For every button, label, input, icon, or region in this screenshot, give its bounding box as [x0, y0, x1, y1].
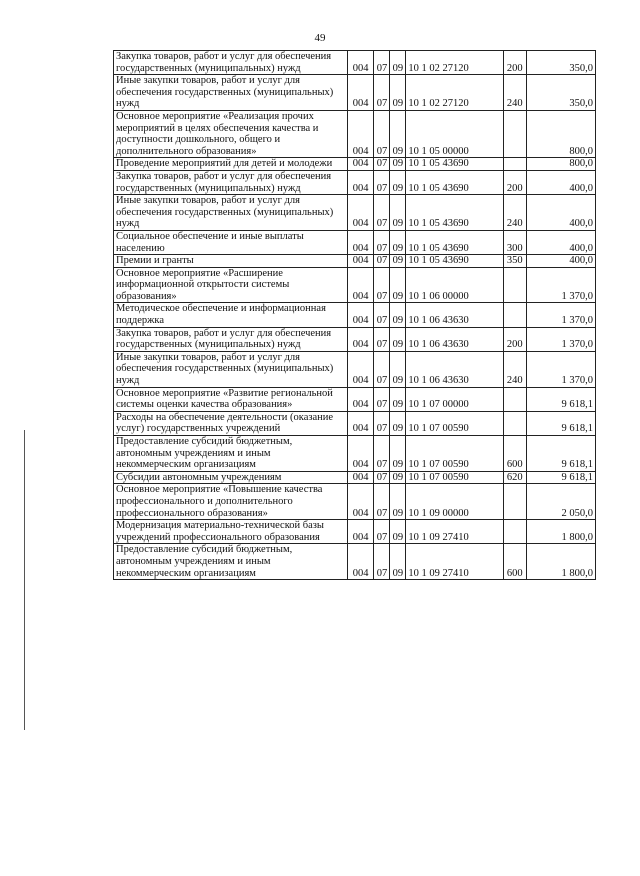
grbs-code-cell: 004	[347, 436, 374, 472]
amount-cell: 9 618,1	[526, 436, 595, 472]
table-row	[114, 544, 596, 580]
subsection-code-cell: 09	[390, 327, 406, 351]
table-row	[114, 267, 596, 303]
row-name-cell: Премии и гранты	[114, 255, 348, 268]
amount-cell: 400,0	[526, 195, 595, 231]
target-article-cell: 10 1 05 43690	[406, 170, 503, 194]
target-article-cell: 10 1 05 43690	[406, 158, 503, 171]
amount-cell: 400,0	[526, 170, 595, 194]
table-row	[114, 195, 596, 231]
row-name-cell: Расходы на обеспечение деятельности (оказание услуг) государственных учреждений	[114, 411, 348, 435]
subsection-code-cell: 09	[390, 471, 406, 484]
table-row	[114, 51, 596, 75]
table-row	[114, 255, 596, 268]
section-code-cell: 07	[374, 411, 390, 435]
budget-table	[113, 50, 596, 580]
grbs-code-cell: 004	[347, 230, 374, 254]
subsection-code-cell: 09	[390, 51, 406, 75]
expense-type-cell: 600	[503, 544, 526, 580]
row-name-cell: Закупка товаров, работ и услуг для обеспечения государственных (муниципальных) нужд	[114, 51, 348, 75]
grbs-code-cell: 004	[347, 484, 374, 520]
subsection-code-cell: 09	[390, 411, 406, 435]
target-article-cell: 10 1 06 43630	[406, 303, 503, 327]
subsection-code-cell: 09	[390, 75, 406, 111]
grbs-code-cell: 004	[347, 75, 374, 111]
target-article-cell: 10 1 05 43690	[406, 195, 503, 231]
subsection-code-cell: 09	[390, 158, 406, 171]
expense-type-cell	[503, 484, 526, 520]
section-code-cell: 07	[374, 110, 390, 157]
table-row	[114, 520, 596, 544]
row-name-cell: Основное мероприятие «Повышение качества профессионального и дополнительного профессионального образования»	[114, 484, 348, 520]
budget-table-body	[114, 51, 596, 580]
table-row	[114, 387, 596, 411]
row-name-cell: Социальное обеспечение и иные выплаты населению	[114, 230, 348, 254]
section-code-cell: 07	[374, 436, 390, 472]
subsection-code-cell: 09	[390, 351, 406, 387]
table-row	[114, 484, 596, 520]
row-name-cell: Закупка товаров, работ и услуг для обеспечения государственных (муниципальных) нужд	[114, 327, 348, 351]
page-number: 49	[314, 32, 326, 44]
subsection-code-cell: 09	[390, 195, 406, 231]
expense-type-cell: 240	[503, 75, 526, 111]
subsection-code-cell: 09	[390, 387, 406, 411]
grbs-code-cell: 004	[347, 544, 374, 580]
section-code-cell: 07	[374, 387, 390, 411]
subsection-code-cell: 09	[390, 303, 406, 327]
section-code-cell: 07	[374, 230, 390, 254]
grbs-code-cell: 004	[347, 411, 374, 435]
row-name-cell: Проведение мероприятий для детей и молодежи	[114, 158, 348, 171]
amount-cell: 9 618,1	[526, 411, 595, 435]
amount-cell: 9 618,1	[526, 471, 595, 484]
subsection-code-cell: 09	[390, 230, 406, 254]
expense-type-cell	[503, 387, 526, 411]
table-row	[114, 411, 596, 435]
expense-type-cell: 200	[503, 327, 526, 351]
target-article-cell: 10 1 06 43630	[406, 327, 503, 351]
section-code-cell: 07	[374, 544, 390, 580]
target-article-cell: 10 1 07 00000	[406, 387, 503, 411]
margin-line	[24, 430, 25, 730]
expense-type-cell: 300	[503, 230, 526, 254]
section-code-cell: 07	[374, 267, 390, 303]
target-article-cell: 10 1 05 00000	[406, 110, 503, 157]
grbs-code-cell: 004	[347, 267, 374, 303]
section-code-cell: 07	[374, 75, 390, 111]
table-row	[114, 303, 596, 327]
row-name-cell: Методическое обеспечение и информационная поддержка	[114, 303, 348, 327]
amount-cell: 800,0	[526, 110, 595, 157]
row-name-cell: Основное мероприятие «Реализация прочих мероприятий в целях обеспечения качества и доступности дошкольного, общего и дополнительного образования»	[114, 110, 348, 157]
amount-cell: 350,0	[526, 51, 595, 75]
section-code-cell: 07	[374, 471, 390, 484]
row-name-cell: Иные закупки товаров, работ и услуг для обеспечения государственных (муниципальных) нужд	[114, 351, 348, 387]
grbs-code-cell: 004	[347, 351, 374, 387]
amount-cell: 2 050,0	[526, 484, 595, 520]
row-name-cell: Иные закупки товаров, работ и услуг для обеспечения государственных (муниципальных) нужд	[114, 195, 348, 231]
target-article-cell: 10 1 07 00590	[406, 471, 503, 484]
expense-type-cell: 620	[503, 471, 526, 484]
grbs-code-cell: 004	[347, 110, 374, 157]
expense-type-cell: 240	[503, 195, 526, 231]
amount-cell: 9 618,1	[526, 387, 595, 411]
section-code-cell: 07	[374, 520, 390, 544]
grbs-code-cell: 004	[347, 51, 374, 75]
subsection-code-cell: 09	[390, 484, 406, 520]
table-row	[114, 436, 596, 472]
row-name-cell: Закупка товаров, работ и услуг для обеспечения государственных (муниципальных) нужд	[114, 170, 348, 194]
target-article-cell: 10 1 05 43690	[406, 230, 503, 254]
table-row	[114, 110, 596, 157]
subsection-code-cell: 09	[390, 255, 406, 268]
grbs-code-cell: 004	[347, 170, 374, 194]
row-name-cell: Иные закупки товаров, работ и услуг для обеспечения государственных (муниципальных) нужд	[114, 75, 348, 111]
section-code-cell: 07	[374, 327, 390, 351]
amount-cell: 800,0	[526, 158, 595, 171]
section-code-cell: 07	[374, 255, 390, 268]
amount-cell: 400,0	[526, 255, 595, 268]
expense-type-cell: 200	[503, 51, 526, 75]
expense-type-cell	[503, 411, 526, 435]
target-article-cell: 10 1 05 43690	[406, 255, 503, 268]
row-name-cell: Субсидии автономным учреждениям	[114, 471, 348, 484]
row-name-cell: Предоставление субсидий бюджетным, автономным учреждениям и иным некоммерческим организациям	[114, 436, 348, 472]
target-article-cell: 10 1 09 00000	[406, 484, 503, 520]
expense-type-cell	[503, 110, 526, 157]
table-row	[114, 170, 596, 194]
target-article-cell: 10 1 07 00590	[406, 436, 503, 472]
target-article-cell: 10 1 02 27120	[406, 51, 503, 75]
subsection-code-cell: 09	[390, 544, 406, 580]
table-row	[114, 230, 596, 254]
subsection-code-cell: 09	[390, 267, 406, 303]
expense-type-cell	[503, 520, 526, 544]
row-name-cell: Модернизация материально-технической базы учреждений профессионального образования	[114, 520, 348, 544]
subsection-code-cell: 09	[390, 436, 406, 472]
expense-type-cell: 240	[503, 351, 526, 387]
section-code-cell: 07	[374, 303, 390, 327]
table-row	[114, 471, 596, 484]
expense-type-cell	[503, 158, 526, 171]
expense-type-cell	[503, 303, 526, 327]
expense-type-cell: 350	[503, 255, 526, 268]
grbs-code-cell: 004	[347, 327, 374, 351]
grbs-code-cell: 004	[347, 520, 374, 544]
expense-type-cell: 600	[503, 436, 526, 472]
amount-cell: 350,0	[526, 75, 595, 111]
target-article-cell: 10 1 09 27410	[406, 520, 503, 544]
table-row	[114, 75, 596, 111]
section-code-cell: 07	[374, 51, 390, 75]
grbs-code-cell: 004	[347, 303, 374, 327]
subsection-code-cell: 09	[390, 170, 406, 194]
section-code-cell: 07	[374, 158, 390, 171]
row-name-cell: Предоставление субсидий бюджетным, автономным учреждениям и иным некоммерческим организациям	[114, 544, 348, 580]
amount-cell: 1 370,0	[526, 351, 595, 387]
row-name-cell: Основное мероприятие «Расширение информационной открытости системы образования»	[114, 267, 348, 303]
section-code-cell: 07	[374, 170, 390, 194]
section-code-cell: 07	[374, 195, 390, 231]
section-code-cell: 07	[374, 351, 390, 387]
target-article-cell: 10 1 02 27120	[406, 75, 503, 111]
subsection-code-cell: 09	[390, 110, 406, 157]
target-article-cell: 10 1 09 27410	[406, 544, 503, 580]
amount-cell: 1 800,0	[526, 544, 595, 580]
row-name-cell: Основное мероприятие «Развитие региональной системы оценки качества образования»	[114, 387, 348, 411]
table-row	[114, 158, 596, 171]
expense-type-cell	[503, 267, 526, 303]
grbs-code-cell: 004	[347, 255, 374, 268]
target-article-cell: 10 1 07 00590	[406, 411, 503, 435]
grbs-code-cell: 004	[347, 158, 374, 171]
table-row	[114, 327, 596, 351]
subsection-code-cell: 09	[390, 520, 406, 544]
amount-cell: 1 370,0	[526, 267, 595, 303]
grbs-code-cell: 004	[347, 471, 374, 484]
amount-cell: 1 370,0	[526, 303, 595, 327]
grbs-code-cell: 004	[347, 195, 374, 231]
amount-cell: 1 800,0	[526, 520, 595, 544]
expense-type-cell: 200	[503, 170, 526, 194]
amount-cell: 400,0	[526, 230, 595, 254]
target-article-cell: 10 1 06 00000	[406, 267, 503, 303]
table-row	[114, 351, 596, 387]
section-code-cell: 07	[374, 484, 390, 520]
target-article-cell: 10 1 06 43630	[406, 351, 503, 387]
grbs-code-cell: 004	[347, 387, 374, 411]
amount-cell: 1 370,0	[526, 327, 595, 351]
